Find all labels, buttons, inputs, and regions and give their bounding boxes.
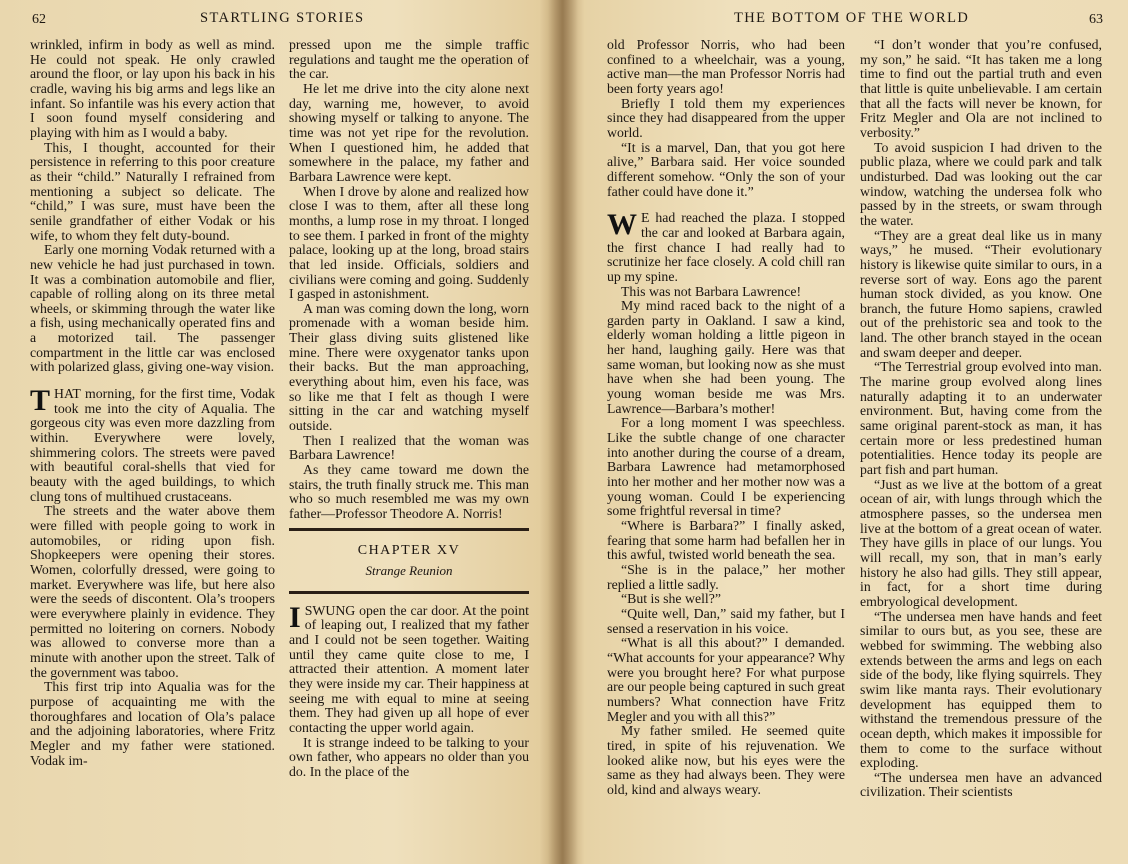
paragraph: For a long moment I was speechless. Like the subtle change of one character into another during the course of a dream, Barbara Lawrence had metamorphosed into her mother and her mother now was a young woman. Could I be experiencing some frightful reversal in time? — [607, 415, 845, 519]
drop-cap-paragraph — [30, 384, 275, 504]
page-number-right: 63 — [1089, 12, 1103, 27]
paragraph: A man was coming down the long, worn promenade with a woman beside him. Their glass diving suits glistened like mine. There were oxygenator tanks upon their backs. But the man approaching, everything about him, even his face, was so like me that I felt as though I were sitting in the car and watching myself outside. — [289, 300, 529, 434]
paragraph: “What is all this about?” I demanded. “What accounts for your appearance? Why were you brought here? For what purpose are our people being captured in such great numbers? What connection have Fritz Megler and you with all this?” — [607, 635, 845, 724]
paragraph: As they came toward me down the stairs, the truth finally struck me. This man who so much resembled me was my own father—Professor Theodore A. Norris! — [289, 462, 529, 521]
running-head-right: THE BOTTOM OF THE WORLD — [734, 10, 970, 26]
paragraph: pressed upon me the simple traffic regulations and taught me the operation of the car. — [289, 38, 529, 82]
drop-cap-paragraph — [607, 208, 845, 284]
drop-cap-paragraph — [289, 600, 529, 736]
right-column-2 — [860, 38, 1102, 860]
paragraph-text: SWUNG open the car door. At the point of leaping out, I realized that my father and I could not be seen together. Waiting until they came quite close to me, I attracted their attention. A moment later they were inside my car. Their happiness at seeing me with equal to mine at seeing them. They had given up all hope of ever contacting the upper world again. — [289, 602, 529, 735]
paragraph: “The undersea men have an advanced civilization. Their scientists — [860, 769, 1102, 800]
paragraph: The streets and the water above them were filled with people going to work in automobiles, or riding upon fish. Shopkeepers were opening their stores. Women, colorfully dressed, were going to market. Everywhere was life, but here also were the seeds of discontent. Ola’s troopers were everywhere plainly in evidence. They permitted no loitering on corners. Nobody was allowed to converse more than a minute with another upon the street. Talk of the government was taboo. — [30, 503, 275, 680]
paragraph: “She is in the palace,” her mother replied a little sadly. — [607, 561, 845, 592]
chapter-heading — [289, 528, 529, 594]
paragraph: He let me drive into the city alone next day, warning me, however, to avoid showing myself or talking to anyone. The time was not yet ripe for the revolution. When I questioned him, he added that somewhere in the palace, my father and Barbara Lawrence were kept. — [289, 80, 529, 184]
paragraph: Early one morning Vodak returned with a new vehicle he had just purchased in town. It was a combination automobile and flier, capable of rolling along on its three metal wheels, or skimming through the water like a fish, using mechanically operated fins and a motorized tail. The passenger compartment in the little car was enclosed with polarized glass, giving one-way vision. — [30, 242, 275, 375]
paragraph: “Quite well, Dan,” said my father, but I sensed a reservation in his voice. — [607, 605, 845, 636]
paragraph: wrinkled, infirm in body as well as mind. He could not speak. He only crawled around the floor, or lay upon his back in his cradle, waving his big arms and legs like an infant. So infantile was his every action that I soon found myself considering and playing with him as I would a baby. — [30, 38, 275, 140]
right-column-1 — [607, 38, 845, 860]
paragraph: When I drove by alone and realized how close I was to them, after all these long months, a lump rose in my throat. I longed to see them. I parked in front of the mighty palace, looking up at the long, broad stairs that led inside. Officials, soldiers and civilians were coming and going. Suddenly I gasped in astonishment. — [289, 183, 529, 302]
paragraph: “It is a marvel, Dan, that you got here alive,” Barbara said. Her voice sounded different somehow. “Only the son of your father could have done it.” — [607, 139, 845, 199]
paragraph: Then I realized that the woman was Barbara Lawrence! — [289, 432, 529, 463]
paragraph: “I don’t wonder that you’re confused, my son,” he said. “It has taken me a long time to find out the partial truth and even that little is quite unbelievable. I am certain that all the facts will never be known, for Fritz Megler and Ola are not inclined to verbosity.” — [860, 38, 1102, 140]
paragraph: Briefly I told them my experiences since they had disappeared from the upper world. — [607, 95, 845, 140]
left-column-1 — [30, 38, 275, 860]
paragraph: “They are a great deal like us in many ways,” he mused. “Their evolutionary history is likewise quite similar to ours, in a reverse sort of way. Eons ago the parent human stock divided, as you know. One branch, the future Homo sapiens, crawled out of the prehistoric sea and took to the land. The other branch stayed in the ocean and swam deeper and deeper. — [860, 227, 1102, 360]
running-head-left: STARTLING STORIES — [200, 10, 365, 26]
paragraph: “The undersea men have hands and feet similar to ours but, as you see, these are webbed for swimming. The webbing also extends between the arms and legs on each side of the body, like flying squirrels. They swim like manta rays. Their evolutionary development has equipped them to withstand the tremendous pressure of the ocean depth, which makes it impossible for them to come to the surface without exploding. — [860, 608, 1102, 771]
right-page — [562, 0, 1128, 864]
paragraph-text: HAT morning, for the first time, Vodak took me into the city of Aqualia. The gorgeous city was even more dazzling from within. Everywhere were lovely, shimmering colors. The streets were paved with beautiful coral-shells that vied for beauty with the aged buildings, to which clung tons of multihued crustaceans. — [30, 386, 275, 504]
chapter-title: CHAPTER XV — [357, 542, 461, 558]
paragraph: This, I thought, accounted for their persistence in referring to this poor creature as their “child.” Naturally I refrained from mentioning a subject so delicate. The “child,” I was sure, must have been the senile grandfather of either Vodak or his wife, to whom they felt duty-bound. — [30, 139, 275, 243]
paragraph: My father smiled. He seemed quite tired, in spite of his rejuvenation. We looked alike now, but his eyes were the same as they had always been. They were old, kind and always weary. — [607, 723, 845, 797]
paragraph: It is strange indeed to be talking to your own father, who appears no older than you do. In the place of the — [289, 734, 529, 779]
paragraph: My mind raced back to the night of a garden party in Oakland. I saw a kind, elderly woman holding a little pigeon in her hand, laughing gaily. Here was that same woman, but looking now as she must have when she had been young. The young woman beside me was Mrs. Lawrence—Barbara’s mother! — [607, 298, 845, 416]
paragraph: This first trip into Aqualia was for the purpose of acquainting me with the thoroughfares and location of Ola’s palace and the adjoining laboratories, where Fritz Megler and my father were stationed. Vodak im- — [30, 679, 275, 768]
paragraph: “The Terrestrial group evolved into man. The marine group evolved along lines naturally adapting it to an underwater environment. But, having come from the same original parent-stock as man, it has certain more or less predestined human potentialities. Hence today its people are part fish and part human. — [860, 359, 1102, 478]
paragraph: “Where is Barbara?” I finally asked, fearing that some harm had befallen her in this awful, twisted world beneath the sea. — [607, 518, 845, 563]
left-column-2 — [289, 38, 529, 860]
drop-cap: W — [607, 208, 637, 242]
left-page — [0, 0, 562, 864]
chapter-subtitle: Strange Reunion — [365, 562, 453, 578]
paragraph-text: E had reached the plaza. I stopped the car and looked at Barbara again, the first chance I had really had to scrutinize her face closely. A cold chill ran up my spine. — [607, 210, 845, 284]
paragraph: “But is she well?” — [621, 591, 722, 607]
paragraph: old Professor Norris, who had been confined to a wheelchair, was a young, active man—the man Professor Norris had been forty years ago! — [607, 38, 845, 96]
paragraph: To avoid suspicion I had driven to the public plaza, where we could park and talk undisturbed. Dad was looking out the car window, watching the undersea folk who passed by in the streets, or swam through the water. — [860, 139, 1102, 228]
page-number-left: 62 — [32, 12, 46, 27]
paragraph: This was not Barbara Lawrence! — [621, 283, 802, 299]
paragraph: “Just as we live at the bottom of a great ocean of air, with lungs through which the atmosphere passes, so the undersea men live at the bottom of a great ocean of water. They have gills in place of our lungs. You will recall, my son, that in man’s early history he also had gills. They still appear, in fact, for a short time during embryological development. — [860, 476, 1102, 609]
drop-cap: I — [289, 600, 301, 634]
drop-cap: T — [30, 384, 51, 418]
